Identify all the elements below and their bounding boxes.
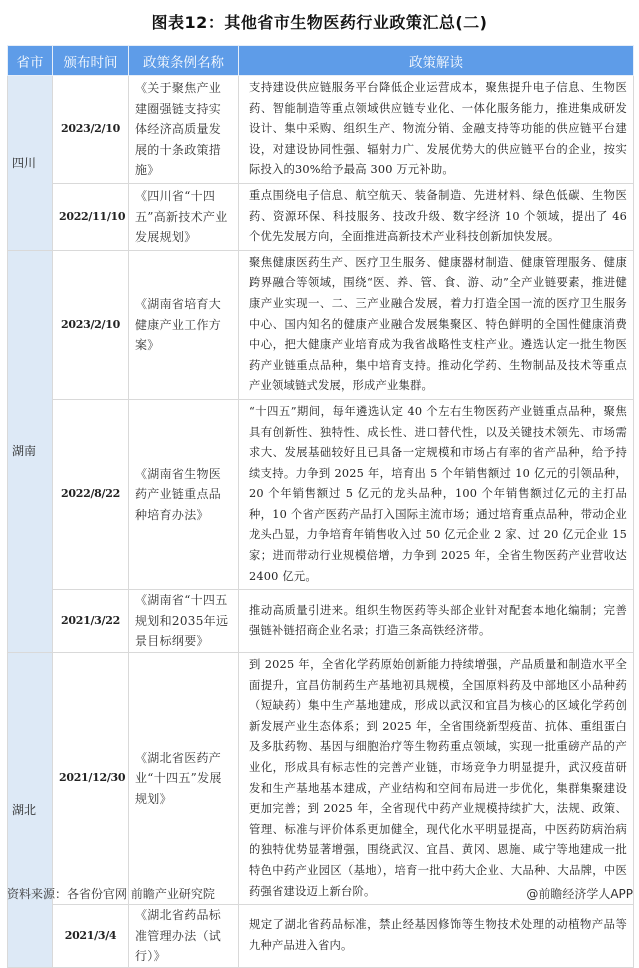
date-cell: 2022/8/22 [53,399,129,589]
policy-name-cell: 《四川省“十四五”高新技术产业发展规划》 [129,183,239,250]
province-cell: 湖南 [8,250,53,652]
date-cell: 2021/3/22 [53,590,129,653]
table-row [8,76,634,184]
table-row [8,250,634,399]
table-row [8,183,634,250]
interpretation-cell: “十四五”期间，每年遴选认定 40 个左右生物医药产业链重点品种，聚焦具有创新性、独特性、成长性、进口替代性，以及关键技术领先、市场需求大、发展基础较好且已具备一定规模和市场占有率的省产品种，给予持续支持。力争到 2025 年，培育出 5 个年销售额过 10 亿元的引领品种，20 个年销售额过 5 亿元的龙头品种，100 个年销售额过亿元的主打品种，10 个省产医药产品打入国际主流市场；通过培育重点品种，带动企业龙头凸显，力争培育年销售收入过 50 亿元企业 2 家、过 20 亿元企业 15 家；进而带动行业规模倍增，力争到 2025 年，全省生物医药产业营收达 2400 亿元。 [239,399,634,589]
interpretation-cell: 重点围绕电子信息、航空航天、装备制造、先进材料、绿色低碳、生物医药、资源环保、科技服务、技改升级、数字经济 10 个领域，提出了 46 个优先发展方向，全面推进高新技术产业科技创新加快发展。 [239,183,634,250]
figure-title: 图表12：其他省市生物医药行业政策汇总(二) [151,13,488,32]
policy-name-cell: 《关于聚焦产业建圈强链支持实体经济高质量发展的十条政策措施》 [129,76,239,184]
date-cell: 2021/12/30 [53,653,129,905]
table-row [8,653,634,905]
interpretation-cell: 聚焦健康医药生产、医疗卫生服务、健康器材制造、健康管理服务、健康跨界融合等领域，围绕“医、养、管、食、游、动”全产业链要素，推进健康产业实现一、二、三产业融合发展，着力打造全国一流的医疗卫生服务中心、国内知名的健康产业融合发展集聚区、特色鲜明的全国性健康消费中心，把大健康产业培育成为我省战略性支柱产业。遴选认定一批生物医药产业链重点品种，集中培育支持。推动化学药、生物制品及技术等重点产业领域链式发展，形成产业集群。 [239,250,634,399]
interpretation-cell: 推动高质量引进来。组织生物医药等头部企业针对配套本地化编制；完善强链补链招商企业名录；打造三条高铁经济带。 [239,590,634,653]
brand-credit: @前瞻经济学人APP [526,887,633,901]
policy-name-cell: 《湖北省药品标准管理办法（试行）》 [129,905,239,968]
policy-table [7,45,634,968]
date-cell: 2023/2/10 [53,76,129,184]
policy-name-cell: 《湖北省医药产业“十四五”发展规划》 [129,653,239,905]
policy-name-cell: 《湖南省生物医药产业链重点品种培育办法》 [129,399,239,589]
province-cell: 湖北 [8,653,53,968]
policy-name-cell: 《湖南省培育大健康产业工作方案》 [129,250,239,399]
date-cell: 2023/2/10 [53,250,129,399]
header-province: 省市 [8,46,53,76]
header-date: 颁布时间 [53,46,129,76]
interpretation-cell: 支持建设供应链服务平台降低企业运营成本，聚焦提升电子信息、生物医药、智能制造等重点领域供应链专业化、一体化服务能力，推进集成研发设计、集中采购、组织生产、物流分销、金融支持等功能的供应链平台建设，对建设协同性强、辐射力广、发展优势大的供应链平台的企业，按实际投入的30%给予最高 300 万元补助。 [239,76,634,184]
source-note: 资料来源：各省份官网 前瞻产业研究院 [7,887,215,901]
table-row [8,590,634,653]
header-policy-name: 政策条例名称 [129,46,239,76]
header-interpretation: 政策解读 [239,46,634,76]
interpretation-cell: 规定了湖北省药品标准，禁止经基因修饰等生物技术处理的动植物产品等九种产品进入省内。 [239,905,634,968]
policy-name-cell: 《湖南省“十四五规划和2035年远景目标纲要》 [129,590,239,653]
interpretation-cell: 到 2025 年，全省化学药原始创新能力持续增强，产品质量和制造水平全面提升，宜昌仿制药生产基地初具规模，全国原料药及中部地区小品种药（短缺药）集中生产基地建成，形成以武汉和宜昌为核心的区域化学药创新发展产业生态体系；到 2025 年，全省围绕新型疫苗、抗体、重组蛋白及多肽药物、基因与细胞治疗等生物药重点领域，实现一批重磅产品的产业化，形成具有标志性的完善产业链，市场竞争力明显提升，武汉疫苗研发和生产基地基本建成，产业结构和空间布局进一步优化，集群集聚建设更加完善；到 2025 年，全省现代中药产业规模持续扩大，法规、政策、管理、标准与评价体系更加健全，现代化水平明显提高，中医药防病治病的独特优势显著增强，围绕武汉、宜昌、黄冈、恩施、咸宁等地建成一批特色中药产业园区（基地），培育一批中药大企业、大品种、大品牌，中医药强省建设迈上新台阶。 [239,653,634,905]
table-row [8,399,634,589]
province-cell: 四川 [8,76,53,251]
date-cell: 2022/11/10 [53,183,129,250]
table-row [8,905,634,968]
date-cell: 2021/3/4 [53,905,129,968]
table-header-row [8,46,634,76]
